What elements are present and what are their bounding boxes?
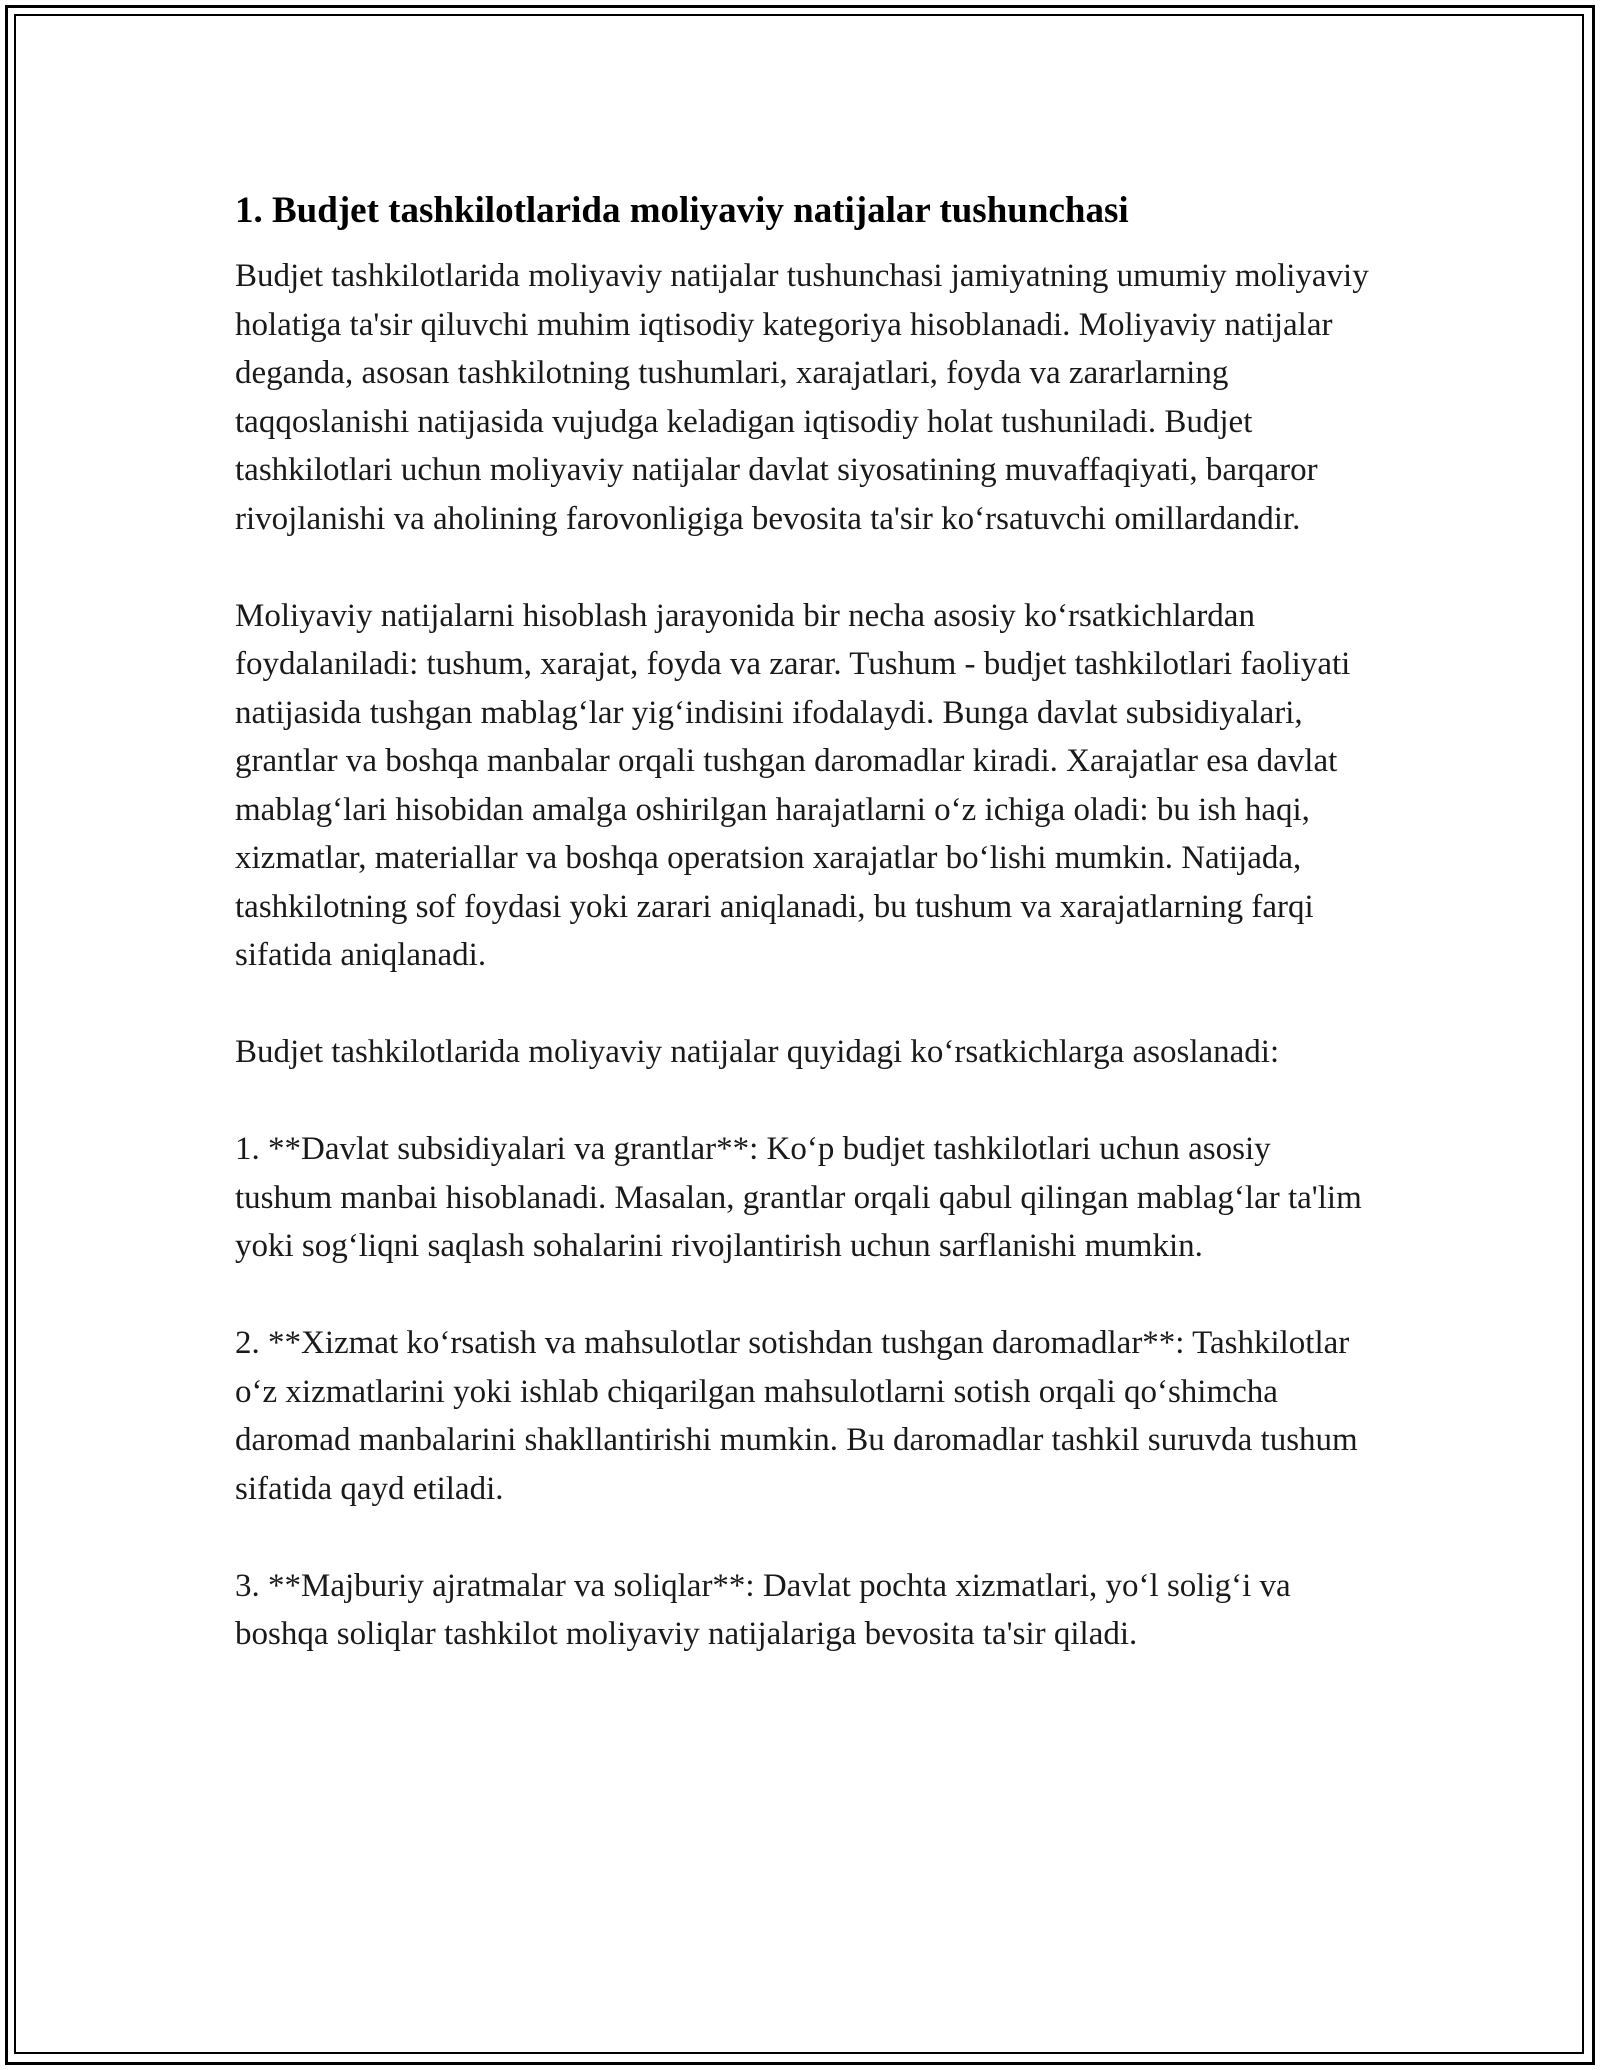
list-item-services-revenue: 2. **Xizmat ko‘rsatish va mahsulotlar sotishdan tushgan daromadlar**: Tashkilotlar o‘z xizmatlarini yoki ishlab chiqarilgan mahsulotlarni sotish orqali qo‘shimcha daromad manbalarini shakllantirishi mumkin. Bu daromadlar tashkil suruvda tushum sifatida qayd etiladi. xyxy=(235,1325,1358,1507)
list-intro-paragraph: Budjet tashkilotlarida moliyaviy natijalar quyidagi ko‘rsatkichlarga asoslanadi: xyxy=(235,1034,1280,1070)
indicators-paragraph: Moliyaviy natijalarni hisoblash jarayonida bir necha asosiy ko‘rsatkichlardan foydalaniladi: tushum, xarajat, foyda va zarar. Tushum - budjet tashkilotlari faoliyati natijasida tushgan mablag‘lar yig‘indisini ifodalaydi. Bunga davlat subsidiyalari, grantlar va boshqa manbalar orqali tushgan daromadlar kiradi. Xarajatlar esa davlat mablag‘lari hisobidan amalga oshirilgan harajatlarni o‘z ichiga oladi: bu ish haqi, xizmatlar, materiallar va boshqa operatsion xarajatlar bo‘lishi mumkin. Natijada, tashkilotning sof foydasi yoki zarari aniqlanadi, bu tushum va xarajatlarning farqi sifatida aniqlanadi. xyxy=(235,597,1351,973)
list-item-subsidies: 1. **Davlat subsidiyalari va grantlar**: Ko‘p budjet tashkilotlari uchun asosiy tushum manbai hisoblanadi. Masalan, grantlar orqali qabul qilingan mablag‘lar ta'lim yoki sog‘liqni saqlash sohalarini rivojlantirish uchun sarflanishi mumkin. xyxy=(235,1131,1362,1264)
intro-paragraph: Budjet tashkilotlarida moliyaviy natijalar tushunchasi jamiyatning umumiy moliyaviy holatiga ta'sir qiluvchi muhim iqtisodiy kategoriya hisoblanadi. Moliyaviy natijalar deganda, asosan tashkilotning tushumlari, xarajatlari, foyda va zararlarning taqqoslanishi natijasida vujudga keladigan iqtisodiy holat tushuniladi. Budjet tashkilotlari uchun moliyaviy natijalar davlat siyosatining muvaffaqiyati, barqaror rivojlanishi va aholining farovonligiga bevosita ta'sir ko‘rsatuvchi omillardandir. xyxy=(235,258,1369,537)
section-heading: 1. Budjet tashkilotlarida moliyaviy natijalar tushunchasi xyxy=(235,190,1129,231)
list-item-taxes: 3. **Majburiy ajratmalar va soliqlar**: Davlat pochta xizmatlari, yo‘l solig‘i va boshqa soliqlar tashkilot moliyaviy natijalariga bevosita ta'sir qiladi. xyxy=(235,1567,1291,1652)
document-body xyxy=(235,186,1370,1707)
